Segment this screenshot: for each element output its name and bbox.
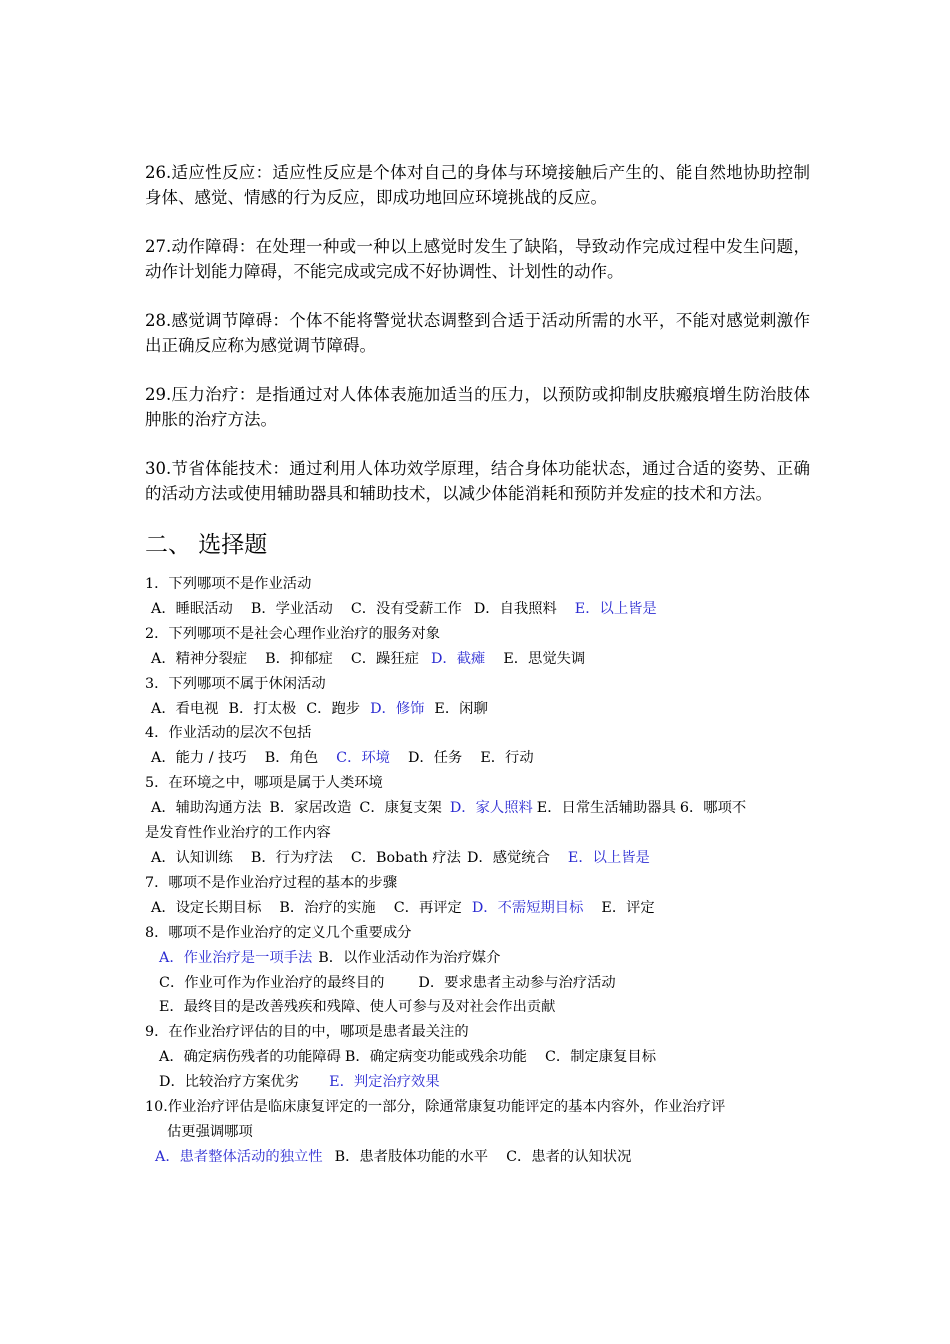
option-a: A．认知训练 xyxy=(151,849,233,866)
question-8-options-row1 xyxy=(145,946,810,971)
option-c-answer: C．环境 xyxy=(336,750,390,767)
option-d: D．要求患者主动参与治疗活动 xyxy=(418,974,616,991)
option-a: A．睡眠活动 xyxy=(151,600,233,617)
question-3-options xyxy=(145,697,810,722)
question-1-stem: 1．下列哪项不是作业活动 xyxy=(145,576,312,592)
option-c: C．作业可作为作业治疗的最终目的 xyxy=(159,974,385,991)
option-d-answer: D．截瘫 xyxy=(430,650,486,667)
question-6-stem-part1: 6．哪项不 xyxy=(679,800,747,817)
option-e: E．最终目的是改善残疾和残障、使人可参与及对社会作出贡献 xyxy=(159,999,556,1016)
question-5-options xyxy=(145,796,810,821)
question-9-options-row1 xyxy=(145,1045,810,1070)
definition-28: 28.感觉调节障碍：个体不能将警觉状态调整到合适于活动所需的水平，不能对感觉刺激作出正确反应称为感觉调节障碍。 xyxy=(145,311,810,355)
question-7-options xyxy=(145,896,810,921)
option-a: A．辅助沟通方法 xyxy=(151,800,262,817)
question-10-options xyxy=(145,1145,810,1170)
option-d-answer: D．家人照料 xyxy=(449,800,533,817)
option-e: E．日常生活辅助器具 xyxy=(536,800,676,817)
option-a-answer: A．作业治疗是一项手法 xyxy=(159,949,313,966)
option-a-answer: A．患者整体活动的独立性 xyxy=(155,1148,323,1165)
question-5-stem: 5．在环境之中，哪项是属于人类环境 xyxy=(145,775,383,792)
option-c: C．再评定 xyxy=(393,899,462,916)
option-d: D．任务 xyxy=(407,750,463,767)
option-e-answer: E．判定治疗效果 xyxy=(329,1074,440,1091)
question-2-stem: 2．下列哪项不是社会心理作业治疗的服务对象 xyxy=(145,625,441,642)
question-7-stem: 7．哪项不是作业治疗过程的基本的步骤 xyxy=(145,874,398,891)
option-a: A．确定病伤残者的功能障碍 xyxy=(159,1049,341,1066)
definition-29: 29.压力治疗：是指通过对人体体表施加适当的压力，以预防或抑制皮肤瘢痕增生防治肢体肿胀的治疗方法。 xyxy=(145,385,810,429)
question-2-options xyxy=(145,647,810,672)
question-4-stem: 4．作业活动的层次不包括 xyxy=(145,725,312,742)
option-e: E．思觉失调 xyxy=(503,650,586,667)
option-d: D．感觉统合 xyxy=(466,849,550,866)
option-b: B．家居改造 xyxy=(269,800,352,817)
option-b: B．确定病变功能或残余功能 xyxy=(344,1049,527,1066)
option-b: B．以作业活动作为治疗媒介 xyxy=(318,949,501,966)
option-b: B．患者肢体功能的水平 xyxy=(334,1148,489,1165)
option-c: C．康复支架 xyxy=(359,800,442,817)
question-8-options-row3 xyxy=(145,995,810,1020)
option-b: B．治疗的实施 xyxy=(279,899,376,916)
option-b: B．学业活动 xyxy=(250,600,333,617)
option-c: C．患者的认知状况 xyxy=(506,1148,632,1165)
definition-26: 26.适应性反应：适应性反应是个体对自己的身体与环境接触后产生的、能自然地协助控制身体、感觉、情感的行为反应，即成功地回应环境挑战的反应。 xyxy=(145,163,810,207)
document-page xyxy=(145,160,810,1170)
question-9-stem: 9．在作业治疗评估的目的中，哪项是患者最关注的 xyxy=(145,1024,469,1041)
option-c: C．没有受薪工作 xyxy=(350,600,462,617)
option-b: B．抑郁症 xyxy=(265,650,333,667)
question-8-stem: 8．哪项不是作业治疗的定义几个重要成分 xyxy=(145,924,412,941)
question-6-options xyxy=(145,846,810,871)
option-c: C．躁狂症 xyxy=(350,650,419,667)
option-c: C．Bobath 疗法 xyxy=(350,849,461,866)
option-a: A．精神分裂症 xyxy=(151,650,248,667)
question-8-options-row2 xyxy=(145,971,810,996)
question-10-stem-line1: 10.作业治疗评估是临床康复评定的一部分，除通常康复功能评定的基本内容外，作业治疗评 xyxy=(145,1099,726,1116)
option-e-answer: E．以上皆是 xyxy=(574,600,657,617)
definition-27: 27.动作障碍：在处理一种或一种以上感觉时发生了缺陷，导致动作完成过程中发生问题，动作计划能力障碍，不能完成或完成不好协调性、计划性的动作。 xyxy=(145,237,810,281)
question-9-options-row2 xyxy=(145,1070,810,1095)
option-e: E．评定 xyxy=(601,899,655,916)
option-e: E．闲聊 xyxy=(434,700,488,717)
option-c: C．跑步 xyxy=(306,700,361,717)
option-b: B．角色 xyxy=(264,750,319,767)
option-b: B．行为疗法 xyxy=(250,849,333,866)
option-a: A．设定长期目标 xyxy=(151,899,262,916)
section-title: 二、 选择题 xyxy=(145,532,268,558)
question-1-options xyxy=(145,597,810,622)
question-10-stem-line2: 估更强调哪项 xyxy=(167,1123,253,1140)
question-6-stem-part2: 是发育性作业治疗的工作内容 xyxy=(145,825,331,842)
option-d-answer: D．不需短期目标 xyxy=(471,899,584,916)
option-e-answer: E．以上皆是 xyxy=(567,849,650,866)
definition-30: 30.节省体能技术：通过利用人体功效学原理，结合身体功能状态，通过合适的姿势、正确的活动方法或使用辅助器具和辅助技术，以减少体能消耗和预防并发症的技术和方法。 xyxy=(145,459,810,503)
option-d-answer: D．修饰 xyxy=(370,700,425,717)
option-c: C．制定康复目标 xyxy=(544,1049,656,1066)
option-b: B．打太极 xyxy=(228,700,297,717)
option-a: A．看电视 xyxy=(151,700,219,717)
option-a: A．能力 / 技巧 xyxy=(151,750,247,767)
option-d: D．自我照料 xyxy=(473,600,557,617)
question-3-stem: 3．下列哪项不属于休闲活动 xyxy=(145,675,326,692)
option-e: E．行动 xyxy=(480,750,534,767)
question-4-options xyxy=(145,746,810,771)
option-d: D．比较治疗方案优劣 xyxy=(159,1074,300,1091)
